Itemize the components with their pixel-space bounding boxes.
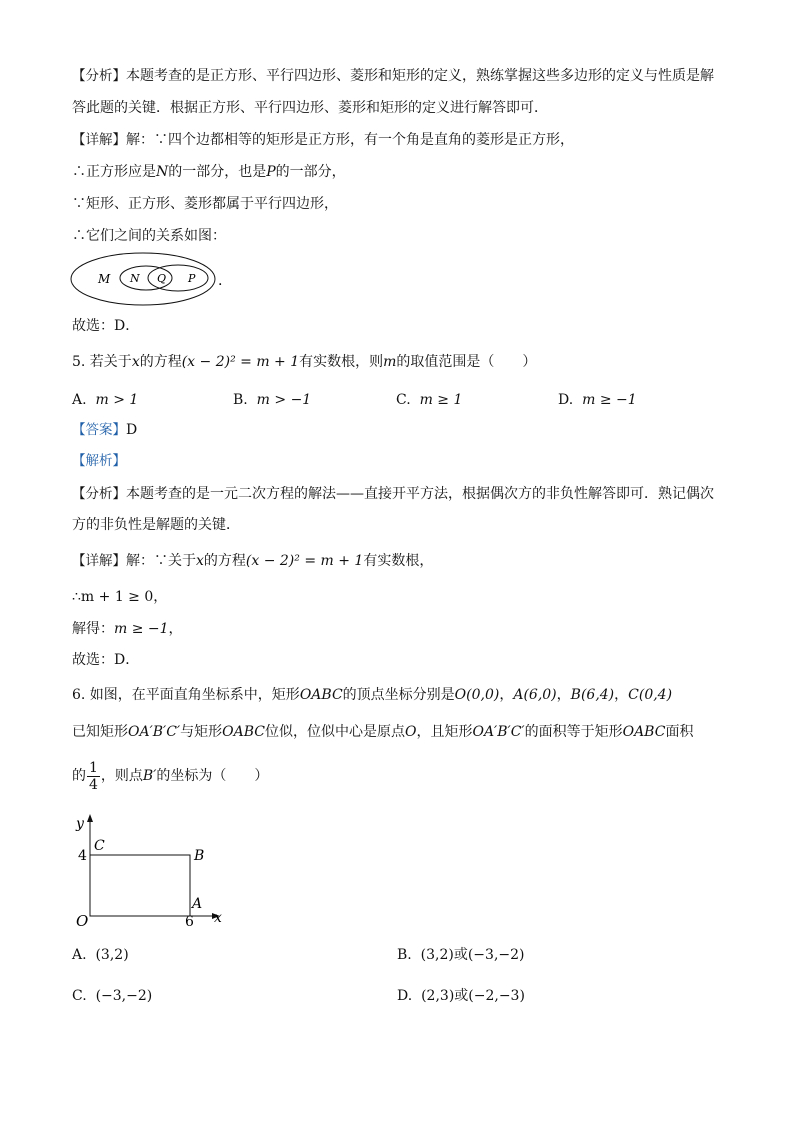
- q5-jiexi-line: [72, 451, 126, 471]
- q5-answer-line: [72, 420, 137, 440]
- q5-step2-a: 解得：: [72, 621, 114, 637]
- option-label: B.: [397, 947, 412, 963]
- venn-label-p: P: [188, 272, 196, 285]
- q5-detail-equation: (x − 2)² = m + 1: [245, 553, 364, 569]
- q6-stem-line-1: [72, 685, 672, 705]
- x-axis-label: x: [214, 910, 222, 926]
- fraction-denominator: 4: [89, 776, 98, 793]
- q5-equation: (x − 2)² = m + 1: [181, 354, 300, 370]
- q5-detail-c: 有实数根，: [363, 553, 434, 569]
- q5-analysis-text-1: 本题考查的是一元二次方程的解法——直接开平方法，根据偶次方的非负性解答即可．熟记偶次: [126, 486, 714, 502]
- option-label: C.: [72, 988, 87, 1004]
- var-n: N: [156, 164, 169, 180]
- q5-stem-b: 的方程: [139, 354, 182, 370]
- q4-detail-text-2a: ∴正方形应是: [72, 164, 156, 180]
- detail-tag: 【详解】: [72, 132, 126, 148]
- q6-option-a[interactable]: [72, 945, 129, 965]
- label-c: C: [94, 838, 105, 854]
- point-b-prime: B′: [142, 768, 157, 784]
- option-text: (−3,−2): [95, 988, 153, 1004]
- venn-period: .: [218, 273, 223, 289]
- q5-stem-a: 5. 若关于: [72, 354, 132, 370]
- q6-text-2d: ，且矩形: [416, 724, 473, 740]
- q5-detail-a: 解：∵关于: [126, 553, 196, 569]
- q5-stem: [72, 352, 536, 372]
- q5-step2-c: ，: [168, 621, 183, 637]
- q6-stem-line-2: [72, 722, 693, 742]
- q5-stem-d: 的取值范围是（ ）: [396, 354, 537, 370]
- option-label: A.: [72, 392, 87, 408]
- q5-answer: D: [126, 422, 138, 438]
- q5-step2-b: m ≥ −1: [114, 621, 169, 637]
- q5-conclusion: 故选：D．: [72, 652, 140, 668]
- point-b: B(6,4): [570, 687, 615, 703]
- option-text: m > −1: [256, 392, 312, 408]
- q5-stem-c: 有实数根，则: [299, 354, 384, 370]
- option-label: A.: [72, 947, 87, 963]
- rect-oabc-shape: [90, 855, 190, 916]
- q5-step-2: [72, 619, 183, 639]
- q4-detail-line-2: [72, 162, 346, 182]
- option-text: m ≥ −1: [582, 392, 637, 408]
- analysis-tag: 【分析】: [72, 68, 126, 84]
- detail-tag: 【详解】: [72, 553, 126, 569]
- label-a: A: [192, 896, 203, 912]
- q4-detail-line-3: ∵矩形、正方形、菱形都属于平行四边形，: [72, 196, 338, 212]
- q6-text-2f: 面积: [665, 724, 694, 740]
- option-label: D.: [397, 988, 413, 1004]
- tick-4: 4: [78, 848, 87, 864]
- q6-text-2c: 位似，位似中心是原点: [264, 724, 405, 740]
- var-x: x: [196, 553, 204, 569]
- option-text: (3,2)或(−3,−2): [420, 947, 525, 963]
- point-o: O(0,0): [454, 687, 500, 703]
- option-text: (3,2): [95, 947, 129, 963]
- jiexi-tag: 【解析】: [72, 453, 126, 469]
- q5-option-b[interactable]: [233, 390, 311, 410]
- q4-detail-line-1: [72, 130, 574, 150]
- q6-option-c[interactable]: [72, 986, 152, 1006]
- fraction-numerator: 1: [89, 759, 98, 776]
- venn-label-q: Q: [157, 272, 167, 285]
- q4-analysis-line-2: 答此题的关键．根据正方形、平行四边形、菱形和矩形的定义进行解答即可．: [72, 100, 548, 116]
- venn-label-n: N: [130, 272, 140, 285]
- q6-option-b[interactable]: [397, 945, 525, 965]
- point-a: A(6,0): [513, 687, 557, 703]
- option-text: (2,3)或(−2,−3): [421, 988, 525, 1004]
- point-c: C(0,4): [628, 687, 673, 703]
- q6-text-1b: 的顶点坐标分别是: [342, 687, 455, 703]
- label-b: B: [194, 848, 205, 864]
- y-axis-arrow: [87, 814, 93, 822]
- coordinate-figure: [70, 812, 230, 930]
- q6-text-1a: 6. 如图，在平面直角坐标系中，矩形: [72, 687, 300, 703]
- venn-diagram: [68, 252, 228, 314]
- rect-oabc-prime: OA′B′C′: [472, 724, 525, 740]
- q5-analysis-line-2: 方的非负性是解题的关键．: [72, 517, 240, 533]
- q4-detail-line-4: ∴它们之间的关系如图：: [72, 228, 226, 244]
- rect-oabc: OABC: [622, 724, 666, 740]
- fraction-one-quarter: [87, 760, 100, 793]
- q6-text-3a: 的: [72, 768, 86, 784]
- q4-detail-text-2c: 的一部分，: [275, 164, 346, 180]
- analysis-tag: 【分析】: [72, 486, 126, 502]
- q6-text-2b: 与矩形: [180, 724, 223, 740]
- var-p: P: [266, 164, 276, 180]
- q5-detail-b: 的方程: [203, 553, 246, 569]
- option-label: C.: [396, 392, 411, 408]
- q6-text-3b: ，则点: [100, 768, 143, 784]
- origin-o: O: [404, 724, 417, 740]
- y-axis-label: y: [76, 816, 84, 832]
- q5-option-a[interactable]: [72, 390, 138, 410]
- q4-answer: 故选：D．: [72, 318, 140, 334]
- rect-oabc: OABC: [222, 724, 265, 740]
- q4-detail-text-1: 解：∵四个边都相等的矩形是正方形，有一个角是直角的菱形是正方形，: [126, 132, 574, 148]
- tick-6: 6: [185, 914, 194, 930]
- separator: ，: [556, 687, 571, 703]
- separator: ，: [499, 687, 514, 703]
- q4-analysis-text-1: 本题考查的是正方形、平行四边形、菱形和矩形的定义，熟练掌握这些多边形的定义与性质是解: [126, 68, 714, 84]
- q5-option-d[interactable]: [558, 390, 637, 410]
- q6-text-2a: 已知矩形: [72, 724, 128, 740]
- rect-oabc-prime: OA′B′C′: [128, 724, 181, 740]
- q6-option-d[interactable]: [397, 986, 525, 1006]
- q4-analysis-line-1: [72, 66, 714, 86]
- option-text: m > 1: [95, 392, 139, 408]
- q5-step-1: ∴m + 1 ≥ 0，: [72, 589, 168, 605]
- q5-option-c[interactable]: [396, 390, 462, 410]
- option-label: D.: [558, 392, 574, 408]
- option-label: B.: [233, 392, 248, 408]
- q6-text-2e: 的面积等于矩形: [524, 724, 623, 740]
- separator: ，: [614, 687, 629, 703]
- q4-detail-text-2b: 的一部分，也是: [168, 164, 267, 180]
- answer-tag: 【答案】: [72, 422, 126, 438]
- rect-oabc: OABC: [299, 687, 343, 703]
- option-text: m ≥ 1: [419, 392, 463, 408]
- venn-label-m: M: [98, 272, 111, 286]
- var-m: m: [383, 354, 397, 370]
- q6-text-3c: 的坐标为（ ）: [156, 768, 269, 784]
- label-o: O: [76, 912, 89, 930]
- q6-stem-line-3: [72, 758, 268, 794]
- q5-detail-line: [72, 551, 433, 571]
- q5-analysis-line-1: [72, 484, 714, 504]
- var-x: x: [131, 354, 140, 370]
